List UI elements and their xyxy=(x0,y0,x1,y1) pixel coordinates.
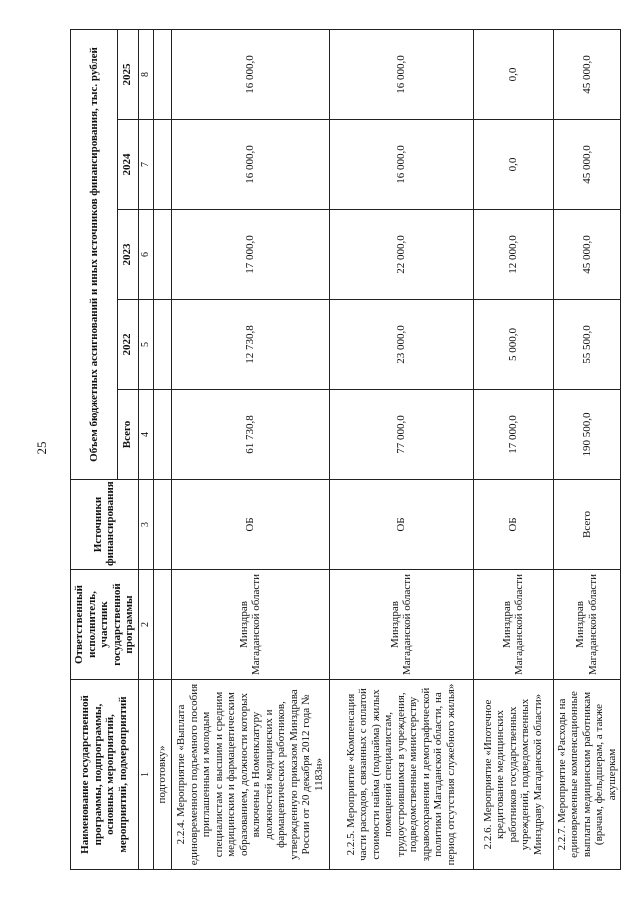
row-source: ОБ xyxy=(329,480,473,570)
row-2022: 23 000,0 xyxy=(329,300,473,390)
row-executor: Минздрав Магаданской области xyxy=(553,570,621,680)
row-2023: 17 000,0 xyxy=(171,210,329,300)
header-funding: Объем бюджетных ассигнований и иных источников финансирования, тыс. рублей xyxy=(71,29,118,479)
row-name: 2.2.6. Мероприятие «Ипотечное кредитование медицинских работников государственных учреждений, подведомственных Минздраву Магаданской области» xyxy=(473,680,553,870)
row-name: 2.2.5. Мероприятие «Компенсация части расходов, связанных с оплатой стоимости найма (поднайма) жилых помещений специалистам, трудоустроившимся в учреждения, подведомственные министерству здравоохранения и демографической политики Магаданской области, на период отсутствия служебного жилья» xyxy=(329,680,473,870)
row-total: 77 000,0 xyxy=(329,390,473,480)
header-executor: Ответственный исполнитель, участник государственной программы xyxy=(71,570,139,680)
column-number: 5 xyxy=(138,300,154,390)
row-total: 17 000,0 xyxy=(473,390,553,480)
row-2022: 12 730,8 xyxy=(171,300,329,390)
row-source: ОБ xyxy=(171,480,329,570)
funding-table xyxy=(70,29,621,870)
row-source: ОБ xyxy=(473,480,553,570)
column-number: 2 xyxy=(138,570,154,680)
column-number: 8 xyxy=(138,29,154,119)
row-2025: 0,0 xyxy=(473,29,553,119)
row-2025: 16 000,0 xyxy=(171,29,329,119)
table-row xyxy=(329,29,473,869)
row-2024: 0,0 xyxy=(473,120,553,210)
funding-table-sheet xyxy=(70,30,618,870)
column-number: 1 xyxy=(138,680,154,870)
row-total xyxy=(154,390,172,480)
row-2025: 45 000,0 xyxy=(553,29,621,119)
row-2022 xyxy=(154,300,172,390)
table-row xyxy=(553,29,621,869)
header-source: Источники финансирования xyxy=(71,480,139,570)
header-total: Всего xyxy=(117,390,138,480)
page-number: 25 xyxy=(34,441,49,455)
row-2024: 16 000,0 xyxy=(171,120,329,210)
table-row xyxy=(154,29,172,869)
header-name: Наименование государственной программы, подпрограммы, основных мероприятий, мероприятий, подмероприятий xyxy=(71,680,139,870)
row-2023: 45 000,0 xyxy=(553,210,621,300)
header-year-2025: 2025 xyxy=(117,29,138,119)
row-2024 xyxy=(154,120,172,210)
row-2024: 45 000,0 xyxy=(553,120,621,210)
row-source: Всего xyxy=(553,480,621,570)
row-2022: 5 000,0 xyxy=(473,300,553,390)
column-number: 4 xyxy=(138,390,154,480)
header-year-2022: 2022 xyxy=(117,300,138,390)
row-executor xyxy=(154,570,172,680)
row-executor: Минздрав Магаданской области xyxy=(329,570,473,680)
row-name: 2.2.7. Мероприятие «Расходы на единовременные компенсационные выплаты медицинским работникам (врачам, фельдшерам, а также акушеркам xyxy=(553,680,621,870)
row-2022: 55 500,0 xyxy=(553,300,621,390)
row-2023 xyxy=(154,210,172,300)
row-2023: 22 000,0 xyxy=(329,210,473,300)
column-number: 6 xyxy=(138,210,154,300)
table-row xyxy=(171,29,329,869)
column-number-row xyxy=(138,29,154,869)
row-executor: Минздрав Магаданской области xyxy=(473,570,553,680)
row-total: 61 730,8 xyxy=(171,390,329,480)
row-total: 190 500,0 xyxy=(553,390,621,480)
header-year-2024: 2024 xyxy=(117,120,138,210)
row-name: 2.2.4. Мероприятие «Выплата единовременного подъемного пособия приглашенным и молодым специалистам с высшим и средним медицинским и фармацевтическим образованием, должности которых включены в Номенклатуру должностей медицинских и фармацевтических работников, утвержденную приказом Минздрава России от 20 декабря 2012 года № 1183н» xyxy=(171,680,329,870)
row-2025 xyxy=(154,29,172,119)
table-row xyxy=(473,29,553,869)
row-executor: Минздрав Магаданской области xyxy=(171,570,329,680)
row-2023: 12 000,0 xyxy=(473,210,553,300)
row-2025: 16 000,0 xyxy=(329,29,473,119)
header-year-2023: 2023 xyxy=(117,210,138,300)
row-source xyxy=(154,480,172,570)
row-2024: 16 000,0 xyxy=(329,120,473,210)
column-number: 7 xyxy=(138,120,154,210)
row-name: подготовку» xyxy=(154,680,172,870)
column-number: 3 xyxy=(138,480,154,570)
